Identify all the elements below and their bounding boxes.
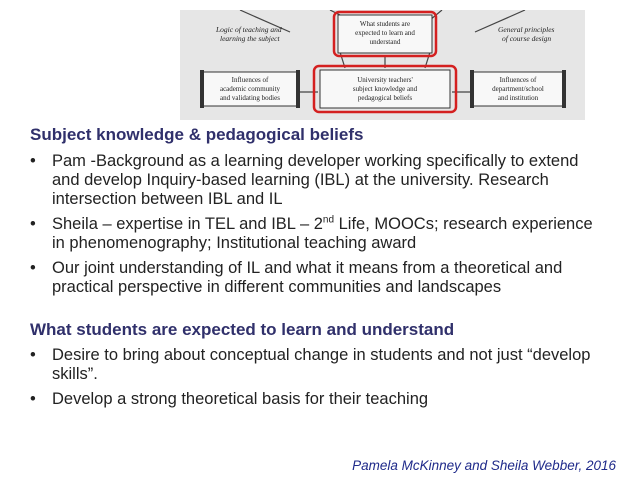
center-top-line2: expected to learn and	[355, 29, 415, 37]
list-item	[30, 346, 610, 384]
section1-bullet-list	[30, 152, 610, 303]
list-item	[30, 259, 610, 297]
list-item	[30, 152, 610, 209]
right-box-line3: and institution	[497, 94, 539, 102]
bullet-text-after: Life, MOOCs; research experience in phenomenography; Institutional teaching award	[52, 215, 593, 252]
center-bottom-line2: subject knowledge and	[352, 85, 418, 93]
bullet-icon: •	[30, 215, 36, 233]
principles-line1: General principles	[498, 25, 555, 34]
right-box-line1: Influences of	[499, 76, 537, 84]
right-box-line2: department/school	[492, 85, 544, 93]
bullet-icon: •	[30, 259, 36, 277]
left-box-line3: and validating bodies	[220, 94, 280, 102]
bullet-text: Desire to bring about conceptual change in students and not just “develop skills”.	[52, 346, 591, 383]
list-item	[30, 215, 610, 253]
center-bottom-line3: pedagogical beliefs	[357, 94, 413, 102]
principles-line2: of course design	[502, 34, 552, 43]
bullet-icon: •	[30, 346, 36, 364]
bullet-icon: •	[30, 152, 36, 170]
logic-label-line1: Logic of teaching and	[216, 25, 282, 34]
list-item	[30, 390, 610, 409]
center-top-line3: understand	[369, 38, 401, 46]
bullet-text-before: Sheila – expertise in TEL and IBL – 2	[52, 215, 323, 233]
bullet-superscript: nd	[322, 214, 335, 226]
citation: Pamela McKinney and Sheila Webber, 2016	[352, 458, 616, 473]
left-box-line1: Influences of	[231, 76, 269, 84]
logic-label-line2: learning the subject	[220, 34, 280, 43]
bullet-text: Pam -Background as a learning developer working specifically to extend and develop Inquiry-based learning (IBL) at the university. Research intersection between IBL and IL	[52, 152, 579, 208]
bullet-text: Develop a strong theoretical basis for their teaching	[52, 390, 429, 408]
course-design-diagram	[180, 10, 585, 120]
section2-heading: What students are expected to learn and understand	[30, 320, 455, 339]
left-box-line2: academic community	[219, 85, 281, 93]
center-bottom-line1: University teachers'	[357, 76, 413, 84]
section2-bullet-list	[30, 346, 610, 415]
section1-heading: Subject knowledge & pedagogical beliefs	[30, 125, 364, 144]
bullet-text: Our joint understanding of IL and what it means from a theoretical and practical perspective in different communities and landscapes	[52, 259, 563, 296]
center-top-line1: What students are	[359, 20, 411, 28]
bullet-icon: •	[30, 390, 36, 408]
